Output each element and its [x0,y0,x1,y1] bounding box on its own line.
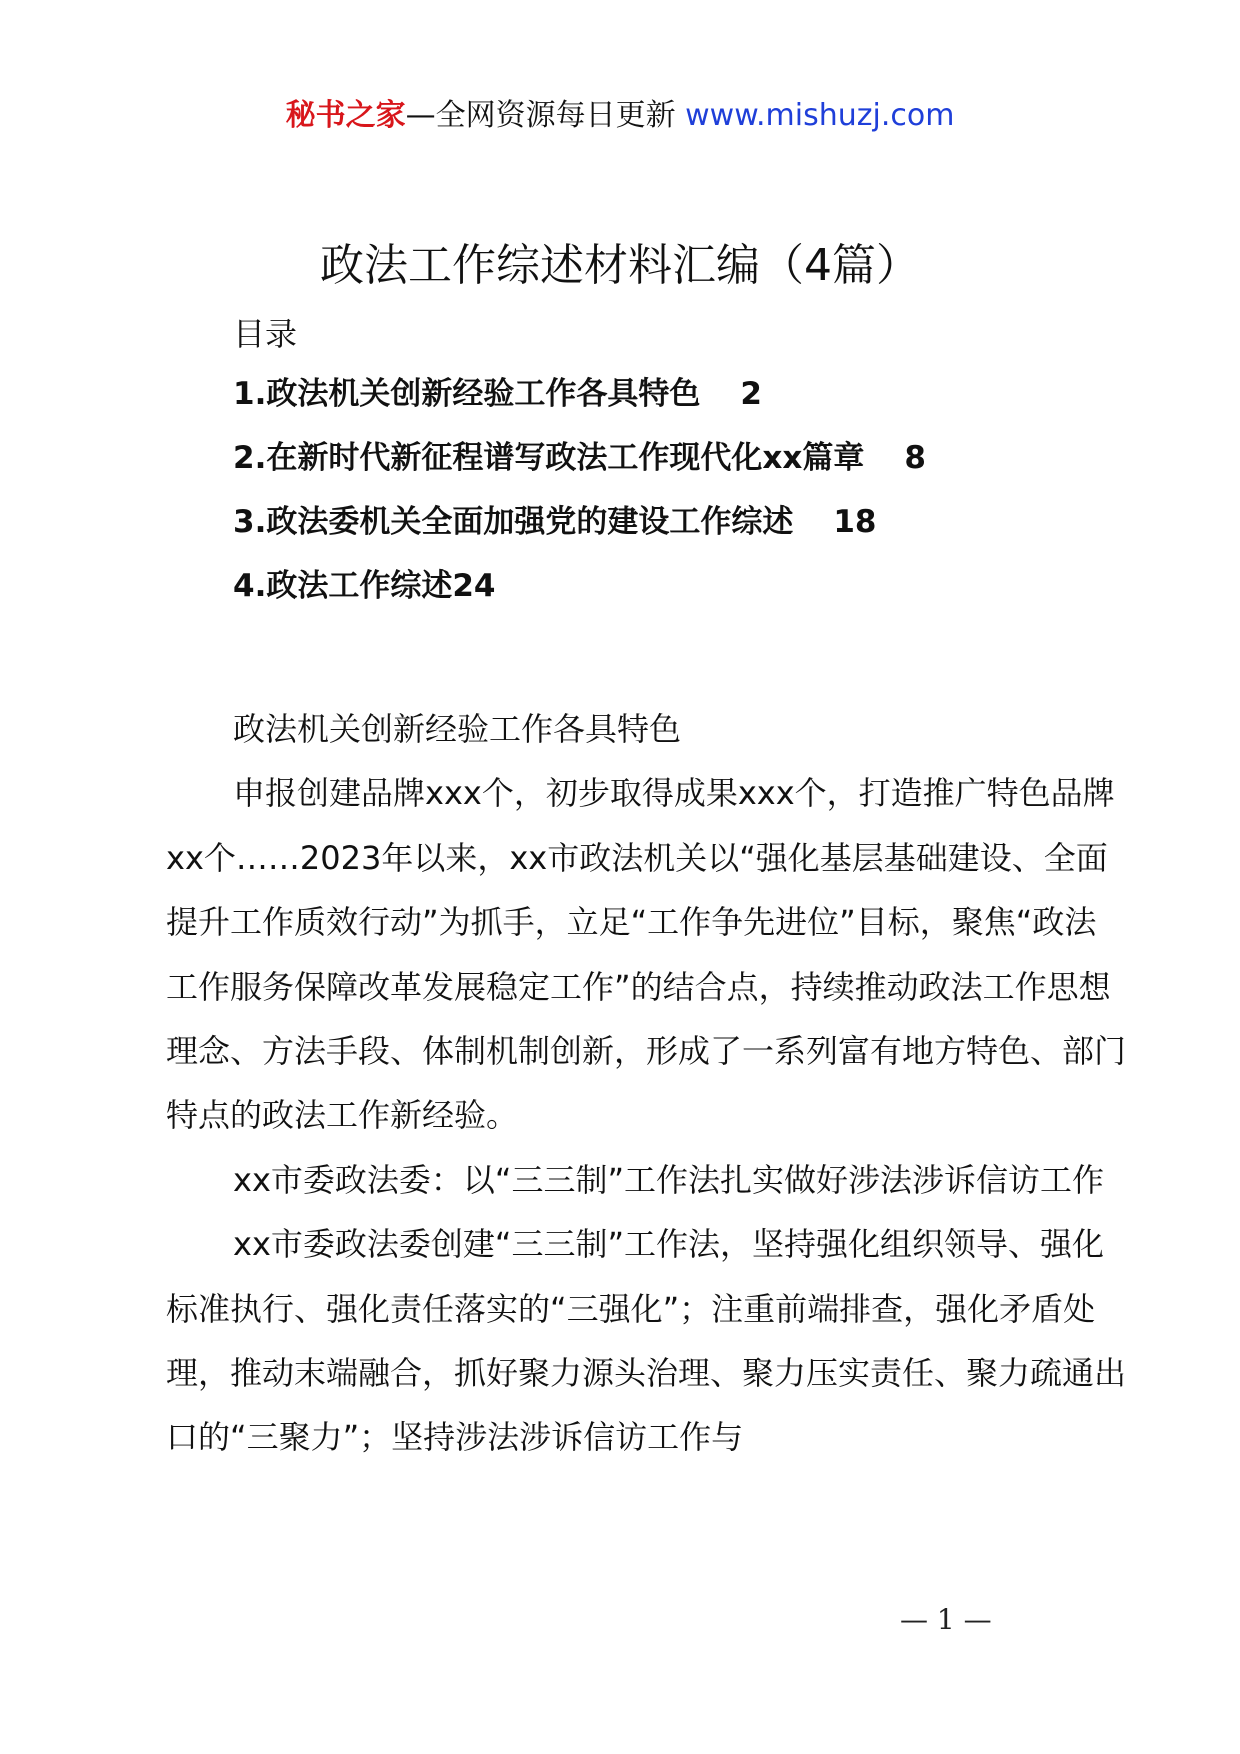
section-title: 政法机关创新经验工作各具特色 [233,710,682,748]
body-paragraph: 申报创建品牌xxx个，初步取得成果xxx个，打造推广特色品牌xx个……2023年以来，xx市政法机关以“强化基层基础建设、全面提升工作质效行动”为抓手，立足“工作争先进位”目标，聚焦“政法工作服务保障改革发展稳定工作”的结合点，持续推动政法工作思想理念、方法手段、体制机制创新，形成了一系列富有地方特色、部门特点的政法工作新经验。 [166,774,1127,1135]
document-title: 政法工作综述材料汇编（4篇） [320,240,920,291]
toc-item-label: 1.政法机关创新经验工作各具特色 [233,376,701,412]
toc-item [233,500,926,564]
toc-item-label: 2.在新时代新征程谱写政法工作现代化xx篇章 [233,440,865,476]
document-body [166,697,1126,1470]
site-brand: 秘书之家 [285,98,406,133]
body-paragraph: xx市委政法委创建“三三制”工作法，坚持强化组织领导、强化标准执行、强化责任落实的“三强化”；注重前端排查，强化矛盾处理，推动末端融合，抓好聚力源头治理、聚力压实责任、聚力疏通出口的“三聚力”；坚持涉法涉诉信访工作与 [166,1225,1127,1457]
toc-item-label: 3.政法委机关全面加强党的建设工作综述 [233,504,794,540]
toc-item-page: 8 [904,440,926,476]
toc-heading: 目录 [233,315,298,353]
toc-item [233,564,926,628]
site-header [0,96,1240,136]
toc-item-page: 2 [740,376,762,412]
site-url-link[interactable]: www.mishuzj.com [685,98,955,133]
toc-item-page: 18 [833,504,877,540]
site-tagline: —全网资源每日更新 [405,98,676,133]
toc-item-label: 4.政法工作综述 [233,568,453,604]
page-number: — 1 — [900,1603,992,1636]
table-of-contents [233,372,926,628]
toc-item-page: 24 [452,568,496,604]
toc-item [233,436,926,500]
toc-item [233,372,926,436]
body-paragraph: xx市委政法委：以“三三制”工作法扎实做好涉法涉诉信访工作 [233,1160,1105,1199]
